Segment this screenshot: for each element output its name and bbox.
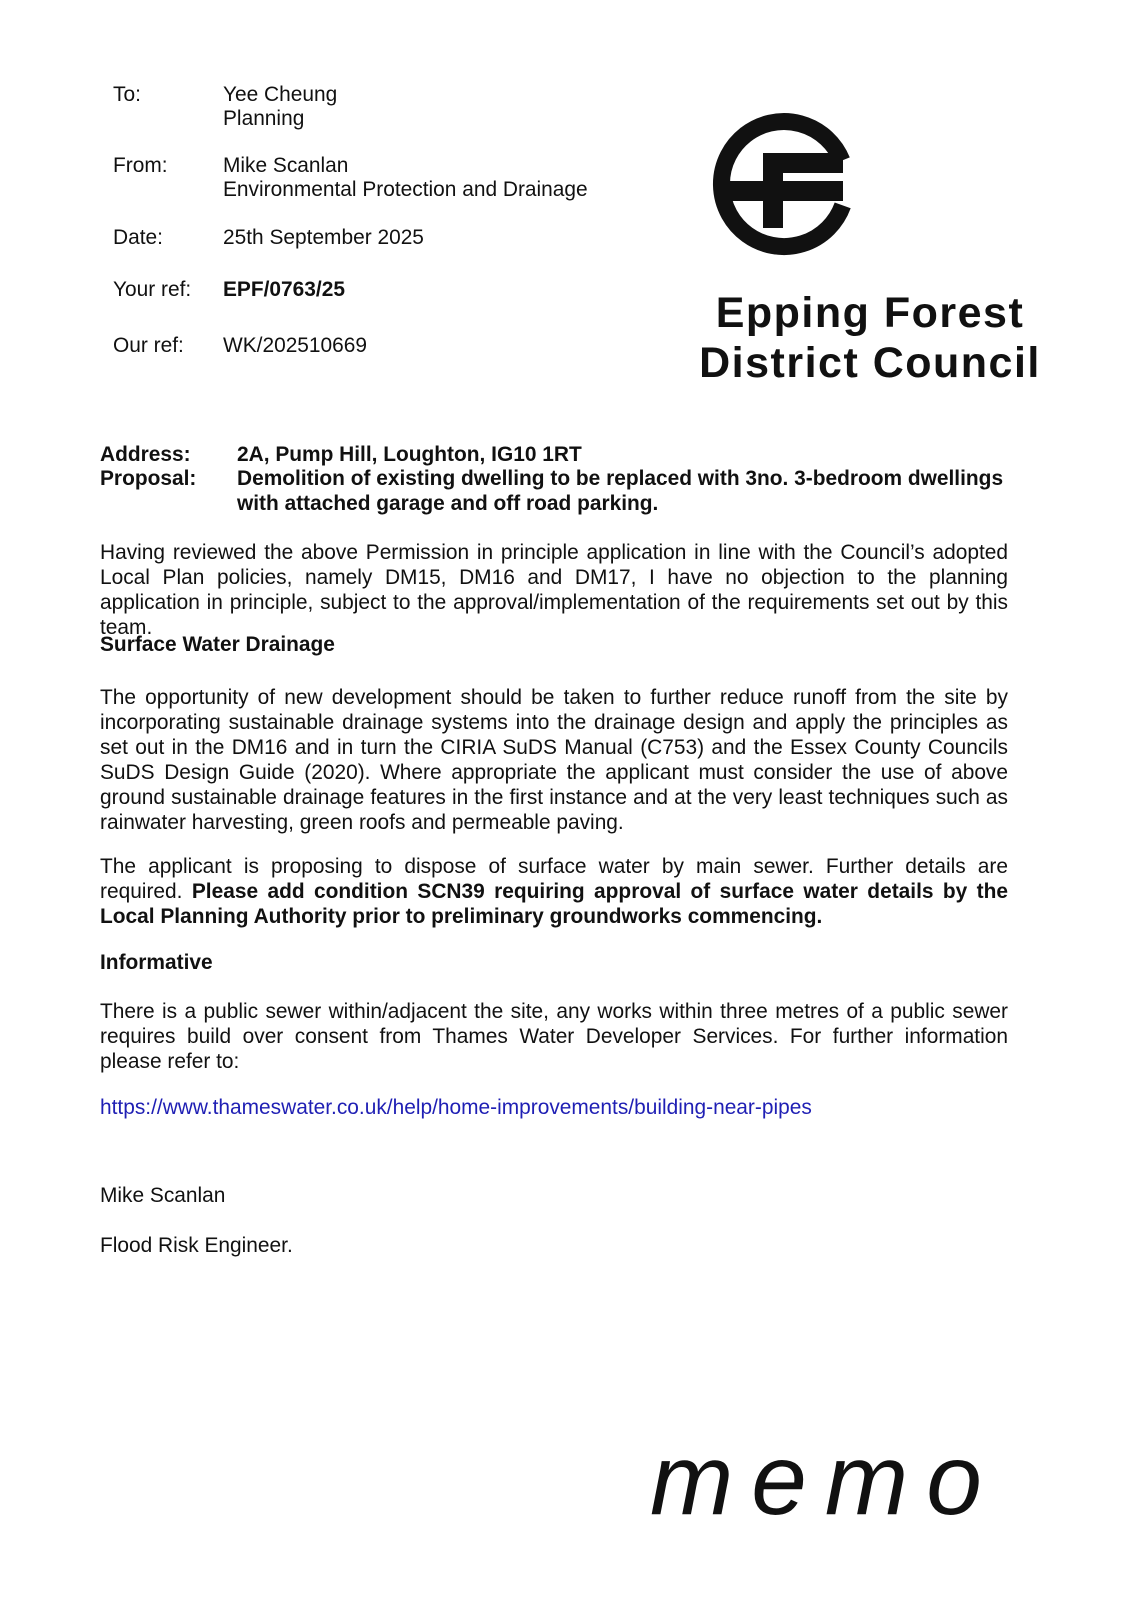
from-name: Mike Scanlan [223,154,349,177]
paragraph-public-sewer: There is a public sewer within/adjacent the site, any works within three metres of a public sewer requires build over consent from Thames Water Developer Services. For further information please refer to: [100,1000,1008,1073]
date-label: Date: [113,226,163,249]
header-row-our-ref [113,334,367,358]
thames-water-link[interactable]: https://www.thameswater.co.uk/help/home-improvements/building-near-pipes [100,1096,812,1119]
address-row [100,443,1008,468]
council-name-line1: Epping Forest [715,289,1025,337]
heading-informative: Informative [100,951,213,974]
date-value [223,226,424,250]
to-value [223,83,337,131]
your-ref-value [223,278,345,302]
address-label: Address: [100,443,191,466]
council-name-line2: District Council [699,339,1041,387]
your-ref-label: Your ref: [113,278,192,301]
thames-water-link-line [100,1095,1008,1120]
our-ref-label: Our ref: [113,334,184,357]
from-dept: Environmental Protection and Drainage [223,178,588,201]
from-label: From: [113,154,168,177]
paragraph-condition [100,854,1008,929]
proposal-value: Demolition of existing dwelling to be replaced with 3no. 3-bedroom dwellings with attached garage and off road parking. [237,467,1004,515]
paragraph-intro: Having reviewed the above Permission in principle application in line with the Council’s adopted Local Plan policies, namely DM15, DM16 and DM17, I have no objection to the planning application in principle, subject to the approval/implementation of the requirements set out by this team. [100,541,1008,639]
proposal-label: Proposal: [100,467,197,490]
header-row-to [113,83,337,131]
heading-surface-water-drainage: Surface Water Drainage [100,633,335,656]
signature-role: Flood Risk Engineer. [100,1234,293,1257]
to-dept: Planning [223,107,305,130]
our-ref-text: WK/202510669 [223,334,368,357]
date-text: 25th September 2025 [223,226,424,249]
epping-forest-council-logo-icon [706,106,856,262]
your-ref-text: EPF/0763/25 [223,278,345,301]
paragraph-suds: The opportunity of new development should be taken to further reduce runoff from the site by incorporating sustainable drainage systems into the drainage design and apply the principles as set out in the DM16 and in turn the CIRIA SuDS Manual (C753) and the Essex County Councils SuDS Design Guide (2020). Where appropriate the applicant must consider the use of above ground sustainable drainage features in the first instance and at the very least techniques such as rainwater harvesting, green roofs and permeable paving. [100,686,1008,834]
our-ref-value [223,334,367,358]
address-value: 2A, Pump Hill, Loughton, IG10 1RT [237,443,582,466]
from-value [223,154,588,202]
memo-watermark: memo [650,1424,1000,1536]
council-name [660,288,1080,388]
header-row-from [113,154,588,202]
condition-bold-text: Please add condition SCN39 requiring approval of surface water details by the Local Planning Authority prior to preliminary groundworks commencing. [100,880,1008,928]
header-row-your-ref [113,278,345,302]
signature-name: Mike Scanlan [100,1184,226,1207]
condition-normal-text: The applicant is proposing to dispose of surface water by main sewer. Further details are required. [100,855,1008,903]
to-label: To: [113,83,141,106]
to-name: Yee Cheung [223,83,338,106]
proposal-row [100,467,1008,516]
header-row-date [113,226,424,250]
